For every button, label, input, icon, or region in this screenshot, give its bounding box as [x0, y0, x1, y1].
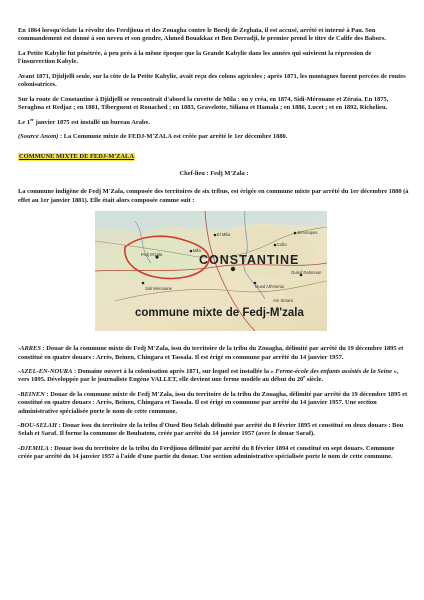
entry-title: -BOU-SELAH [18, 422, 57, 430]
bureau-text-start: Le 1 [18, 118, 30, 126]
chef-lieu-heading: Chef-lieu : Fedj M'Zala : [179, 170, 249, 178]
entry-text: siècle. [305, 376, 324, 384]
entry-text: », vers 1895. Développée par le journaliste Eugène VALLET, elle devient une ferme modèle au début du 20 [18, 368, 399, 384]
entry-text: : Douar de la commune mixte de Fedj M'Zala, issu du territoire de la tribu du Zouagha, délimité par arrêté du 19 décembre 1895 et constitué en quatre douars : Arrès, Beinen, Chingara et Tassala. Il est érigé en commune par arrêté du 14 janvier 1957. [18, 345, 404, 361]
section-title: COMMUNE MIXTE DE FEDJ-M'ZALA [19, 153, 134, 161]
map-place-label: El Milia [217, 232, 231, 238]
entry-beinen [18, 391, 410, 416]
source-text: : La Commune mixte de FEDJ-M'ZALA est créée par arrêté le 1er décembre 1880. [58, 133, 288, 141]
entry-azel-en-noura [18, 368, 410, 384]
map-place-label: Collo [277, 242, 287, 248]
map-place-label: Sidi Mérouane [145, 286, 173, 292]
bureau-text-end: janvier 1875 est installé un bureau Arabe. [33, 118, 150, 126]
paragraph-bureau-arabe [18, 116, 410, 127]
entry-title: -DJEMILA [18, 445, 49, 453]
map-place-label: Mila [193, 248, 201, 254]
map-place-label: Oued Athmenia [255, 284, 284, 290]
paragraph-djidjelli: Avant 1871, Djidjelli seule, sur la côte de la Petite Kabylie, avait reçu des colons agricoles ; après 1871, les montagnes furent percées de routes colonisatrices. [18, 72, 406, 89]
entry-bou-selah [18, 422, 410, 438]
entry-text: : Douar issu du territoire de la tribu d'Oued Bou Selah délimité par arrêté du 8 février 1895 et constitué en deux douars : Bou Selah et Saraf. Il forme la commune de Bouhatem, créée par arrêté du 14 janvier 1957 (avec le douar Saraf). [18, 422, 404, 438]
map-image [95, 211, 327, 331]
paragraph-source [18, 133, 410, 141]
map-place-label: Aïn Smara [273, 298, 293, 304]
entry-text: : Domaine ouvert à la colonisation après 1871, sur lequel est installée la « [72, 368, 276, 376]
entry-arres [18, 345, 410, 361]
entry-text: : Douar issu du territoire de la tribu du Ferdjioua délimité par arrêté du 8 février 1894 et constitué en sept douars. Commune créée par arrêté du 14 janvier 1957 à l'aide d'une partie du douar. Une section administrative spécialisée porte le nom de cette commune. [18, 445, 395, 461]
entry-superscript: e [303, 374, 306, 380]
entry-text: : Douar de la commune mixte de Fedj M'Zala, issu du territoire de la tribu du Zouagha, délimité par arrêté du 19 décembre 1895 et constitué en quatre douars : Arrès, Beinen, Chingara et Tassala. Il est érigé en commune par arrêté du 14 janvier 1957. Une section administrative spécialisée porte le nom de cette commune. [18, 391, 408, 415]
map-caption: commune mixte de Fedj-M'zala [135, 307, 304, 320]
paragraph-petite-kabylie: La Petite Kabylie fut pénétrée, à peu près à la même époque que la Grande Kabylie dans les années qui suivirent la répression de l'insurrection Kabyle. [18, 49, 372, 66]
entry-title: -BEINEN [18, 391, 45, 399]
map-place-label: Fedj M'zala [141, 252, 163, 258]
map-place-label: Jemmapes [297, 230, 318, 236]
map-place-label: Ouled Rahmoun [291, 270, 322, 276]
map-city-label: CONSTANTINE [199, 253, 300, 268]
bureau-superscript: er [29, 116, 34, 122]
paragraph-revolte: En 1864 lorsqu'éclate la révolte des Ferdjioua et des Zouagha contre le Bordj de Zeghaïa, il est accusé, arrêté et interné à Pau. Son commandement est donné à son neveu et son gendre, Ahmed Bouakkaz et Ben Derradji, le premier prend le titre de Calife des Babors. [18, 27, 386, 43]
entry-italic-text: Ferme-école des enfants assistés de la Seine [275, 368, 392, 376]
entry-djemila [18, 445, 410, 461]
entry-title: -ARRES [18, 345, 41, 353]
source-label: (Source Anom) [18, 133, 59, 141]
paragraph-intro: La commune indigène de Fedj M'Zala, composée des territoires de six tribus, est érigée en commune mixte par arrêté du 1er décembre 1880 (à effet au 1er janvier 1881). Elle était alors composée comme suit : [18, 188, 409, 204]
paragraph-route-constantine: Sur la route de Constantine à Djidjelli se rencontrait d'abord la cuvette de Mila : on y créa, en 1874, Sidi-Mérouane et Zéraia. En 1875, Seraghna et Redjaz ; en 1881, Tiberguent et Rouached ; en 1883, Gravelotte, Siliana et Hamala ; en 1886, Lucet ; et en 1892, Richelieu. [18, 95, 389, 111]
entry-title: -AZEL-EN-NOURA [18, 368, 73, 376]
document-page [18, 27, 410, 468]
